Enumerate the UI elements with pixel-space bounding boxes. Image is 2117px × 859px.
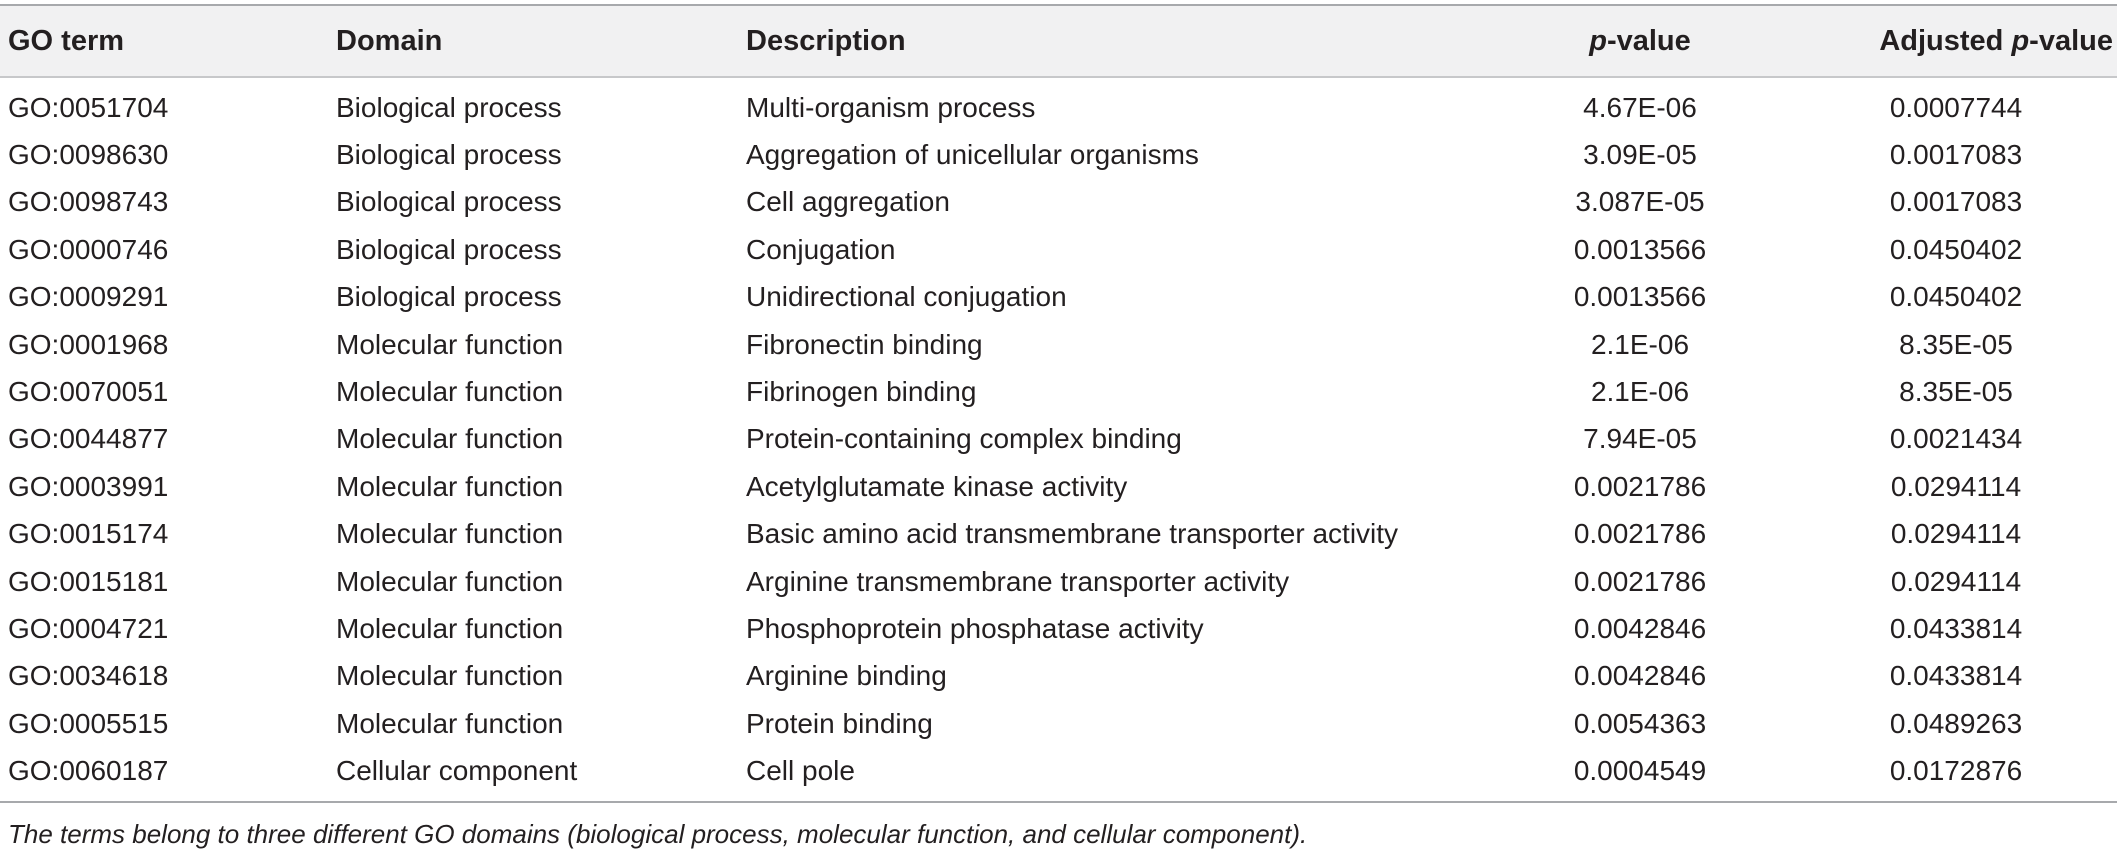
cell-adjusted-p-value: 0.0450402: [1889, 281, 2023, 313]
cell-p-value: 0.0042846: [1573, 612, 1707, 644]
cell-description: Fibrinogen binding: [746, 376, 977, 408]
cell-p-value: 0.0013566: [1573, 281, 1707, 313]
cell-go-term: GO:0034618: [8, 660, 169, 692]
cell-go-term: GO:0051704: [8, 91, 169, 123]
cell-adjusted-p-value: 0.0450402: [1889, 233, 2023, 265]
cell-adjusted-p-value: 0.0294114: [1890, 565, 2022, 597]
cell-domain: Molecular function: [336, 612, 564, 644]
cell-domain: Biological process: [336, 186, 562, 218]
cell-domain: Biological process: [336, 233, 562, 265]
cell-go-term: GO:0009291: [8, 281, 169, 313]
table-row: [0, 747, 2117, 794]
cell-go-term: GO:0098743: [8, 186, 169, 218]
table-row: [0, 511, 2117, 558]
cell-go-term: GO:0044877: [8, 423, 169, 455]
header-p-rest: -value: [1606, 24, 1691, 57]
cell-go-term: GO:0003991: [8, 470, 169, 502]
cell-domain: Molecular function: [336, 328, 564, 360]
cell-adjusted-p-value: 0.0007744: [1889, 91, 2023, 123]
cell-description: Acetylglutamate kinase activity: [746, 470, 1128, 502]
cell-p-value: 0.0042846: [1573, 660, 1707, 692]
cell-description: Multi-organism process: [746, 91, 1036, 123]
cell-adjusted-p-value: 0.0433814: [1889, 660, 2023, 692]
table-row: [0, 226, 2117, 273]
cell-p-value: 0.0054363: [1573, 707, 1707, 739]
header-description: Description: [746, 24, 906, 57]
cell-description: Unidirectional conjugation: [746, 281, 1067, 313]
cell-p-value: 4.67E-06: [1583, 91, 1697, 123]
cell-p-value: 0.0021786: [1573, 565, 1707, 597]
cell-domain: Molecular function: [336, 470, 564, 502]
cell-go-term: GO:0005515: [8, 707, 169, 739]
cell-domain: Molecular function: [336, 565, 564, 597]
cell-p-value: 3.087E-05: [1575, 186, 1705, 218]
table-row: [0, 179, 2117, 226]
table-row: [0, 416, 2117, 463]
cell-p-value: 0.0013566: [1573, 233, 1707, 265]
table-header: [0, 6, 2117, 78]
table-row: [0, 321, 2117, 368]
cell-description: Aggregation of unicellular organisms: [746, 139, 1199, 171]
cell-adjusted-p-value: 0.0489263: [1889, 707, 2023, 739]
header-p-value: [1485, 25, 1795, 58]
cell-description: Cell aggregation: [746, 186, 950, 218]
go-enrichment-table: [0, 4, 2117, 803]
table-footnote: The terms belong to three different GO domains (biological process, molecular function, and cellular component).: [8, 819, 1308, 849]
cell-go-term: GO:0000746: [8, 233, 169, 265]
table-row: [0, 274, 2117, 321]
cell-adjusted-p-value: 8.35E-05: [1899, 376, 2013, 408]
cell-p-value: 2.1E-06: [1590, 376, 1690, 408]
cell-p-value: 0.0021786: [1573, 518, 1707, 550]
table-row: [0, 463, 2117, 510]
cell-domain: Biological process: [336, 91, 562, 123]
cell-go-term: GO:0004721: [8, 612, 169, 644]
cell-go-term: GO:0060187: [8, 755, 169, 787]
cell-domain: Molecular function: [336, 518, 564, 550]
cell-description: Cell pole: [746, 755, 855, 787]
cell-description: Arginine transmembrane transporter activity: [746, 565, 1290, 597]
cell-p-value: 2.1E-06: [1590, 328, 1690, 360]
cell-go-term: GO:0015181: [8, 565, 169, 597]
cell-domain: Molecular function: [336, 660, 564, 692]
cell-description: Arginine binding: [746, 660, 947, 692]
cell-p-value: 0.0004549: [1573, 755, 1707, 787]
table-body: [0, 78, 2117, 803]
table-row: [0, 368, 2117, 415]
table-row: [0, 84, 2117, 131]
cell-go-term: GO:0001968: [8, 328, 169, 360]
header-adjusted-p-value: [1795, 25, 2117, 58]
cell-adjusted-p-value: 0.0294114: [1890, 470, 2022, 502]
cell-domain: Molecular function: [336, 707, 564, 739]
header-adj-rest: -value: [2029, 24, 2113, 57]
header-go-term: GO term: [8, 24, 125, 57]
cell-domain: Biological process: [336, 139, 562, 171]
cell-adjusted-p-value: 8.35E-05: [1899, 328, 2013, 360]
cell-adjusted-p-value: 0.0172876: [1889, 755, 2023, 787]
table-row: [0, 700, 2117, 747]
cell-adjusted-p-value: 0.0433814: [1889, 612, 2023, 644]
cell-p-value: 3.09E-05: [1583, 139, 1697, 171]
header-p-italic: p: [1589, 24, 1607, 57]
cell-domain: Biological process: [336, 281, 562, 313]
cell-description: Basic amino acid transmembrane transporter activity: [746, 518, 1399, 550]
header-adj-prefix: Adjusted: [1879, 24, 2012, 57]
cell-description: Fibronectin binding: [746, 328, 983, 360]
cell-description: Phosphoprotein phosphatase activity: [746, 612, 1204, 644]
table-row: [0, 558, 2117, 605]
cell-domain: Molecular function: [336, 423, 564, 455]
cell-p-value: 7.94E-05: [1583, 423, 1697, 455]
table-row: [0, 605, 2117, 652]
cell-go-term: GO:0070051: [8, 376, 169, 408]
table-row: [0, 653, 2117, 700]
cell-domain: Cellular component: [336, 755, 578, 787]
header-adj-italic: p: [2011, 24, 2030, 57]
cell-domain: Molecular function: [336, 376, 564, 408]
cell-adjusted-p-value: 0.0021434: [1889, 423, 2023, 455]
cell-go-term: GO:0015174: [8, 518, 169, 550]
cell-description: Protein-containing complex binding: [746, 423, 1182, 455]
table-row: [0, 131, 2117, 178]
cell-adjusted-p-value: 0.0294114: [1890, 518, 2022, 550]
cell-description: Protein binding: [746, 707, 933, 739]
cell-description: Conjugation: [746, 233, 896, 265]
cell-adjusted-p-value: 0.0017083: [1889, 186, 2023, 218]
cell-adjusted-p-value: 0.0017083: [1889, 139, 2023, 171]
cell-go-term: GO:0098630: [8, 139, 169, 171]
cell-p-value: 0.0021786: [1573, 470, 1707, 502]
header-domain: Domain: [336, 24, 443, 57]
